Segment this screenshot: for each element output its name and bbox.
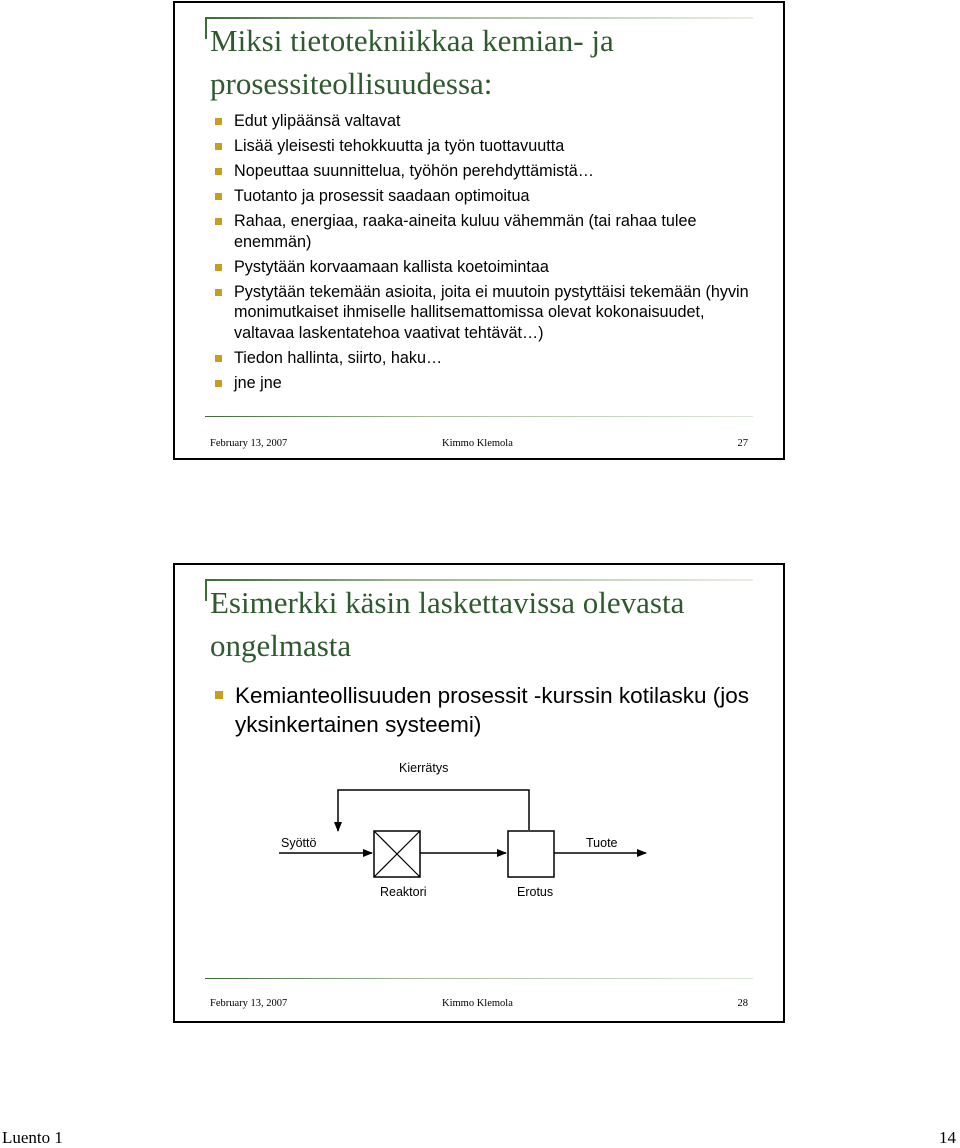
bullet-item: Edut ylipäänsä valtavat [215, 111, 755, 132]
footer-author: Kimmo Klemola [442, 998, 513, 1009]
footer-rule [205, 978, 753, 979]
process-flow-diagram [270, 755, 710, 905]
bullet-item: Kemianteollisuuden prosessit -kurssin kotilasku (jos yksinkertainen systeemi) [215, 681, 755, 739]
footer-rule [205, 416, 753, 417]
slide-title: Esimerkki käsin laskettavissa olevasta ongelmasta [210, 585, 685, 663]
feed-label: Syöttö [281, 836, 317, 850]
slide-title: Miksi tietotekniikkaa kemian- ja prosessiteollisuudessa: [210, 23, 614, 101]
title-rule-corner [205, 17, 207, 39]
footer-date: February 13, 2007 [210, 438, 288, 449]
bullet-item: Pystytään korvaamaan kallista koetoimintaa [215, 257, 755, 278]
bullet-square-icon [215, 264, 222, 271]
separator-box [508, 831, 554, 877]
bullet-square-icon [215, 355, 222, 362]
bullet-item: Pystytään tekemään asioita, joita ei muutoin pystyttäisi tekemään (hyvin monimutkaiset ihmiselle hallitsemattomissa olevat kokonaisuudet, valtavaa laskentatehoa vaativat tehtävät…) [215, 282, 755, 344]
bullet-square-icon [215, 218, 222, 225]
bullet-square-icon [215, 143, 222, 150]
separation-label: Erotus [517, 885, 554, 899]
bullet-list [215, 681, 755, 744]
bullet-item: Tuotanto ja prosessit saadaan optimoitua [215, 186, 755, 207]
bullet-list [215, 111, 755, 398]
bullet-square-icon [215, 289, 222, 296]
page-number: 14 [939, 1128, 956, 1147]
reactor-label: Reaktori [380, 885, 427, 899]
footer-date: February 13, 2007 [210, 998, 288, 1009]
bullet-square-icon [215, 118, 222, 125]
bullet-square-icon [215, 380, 222, 387]
recycle-stream-line [338, 790, 529, 831]
bullet-square-icon [215, 691, 223, 699]
lecture-label: Luento 1 [2, 1128, 63, 1147]
title-rule-corner [205, 579, 207, 601]
footer-author: Kimmo Klemola [442, 438, 513, 449]
bullet-item: Lisää yleisesti tehokkuutta ja työn tuottavuutta [215, 136, 755, 157]
bullet-item: Nopeuttaa suunnittelua, työhön perehdyttämistä… [215, 161, 755, 182]
product-label: Tuote [586, 836, 618, 850]
bullet-square-icon [215, 168, 222, 175]
bullet-item: jne jne [215, 373, 755, 394]
bullet-item: Tiedon hallinta, siirto, haku… [215, 348, 755, 369]
bullet-item: Rahaa, energiaa, raaka-aineita kuluu vähemmän (tai rahaa tulee enemmän) [215, 211, 755, 252]
recycle-label: Kierrätys [399, 761, 449, 775]
slide-number: 27 [737, 438, 748, 449]
slide-27 [173, 1, 785, 460]
slide-number: 28 [737, 998, 748, 1009]
bullet-square-icon [215, 193, 222, 200]
